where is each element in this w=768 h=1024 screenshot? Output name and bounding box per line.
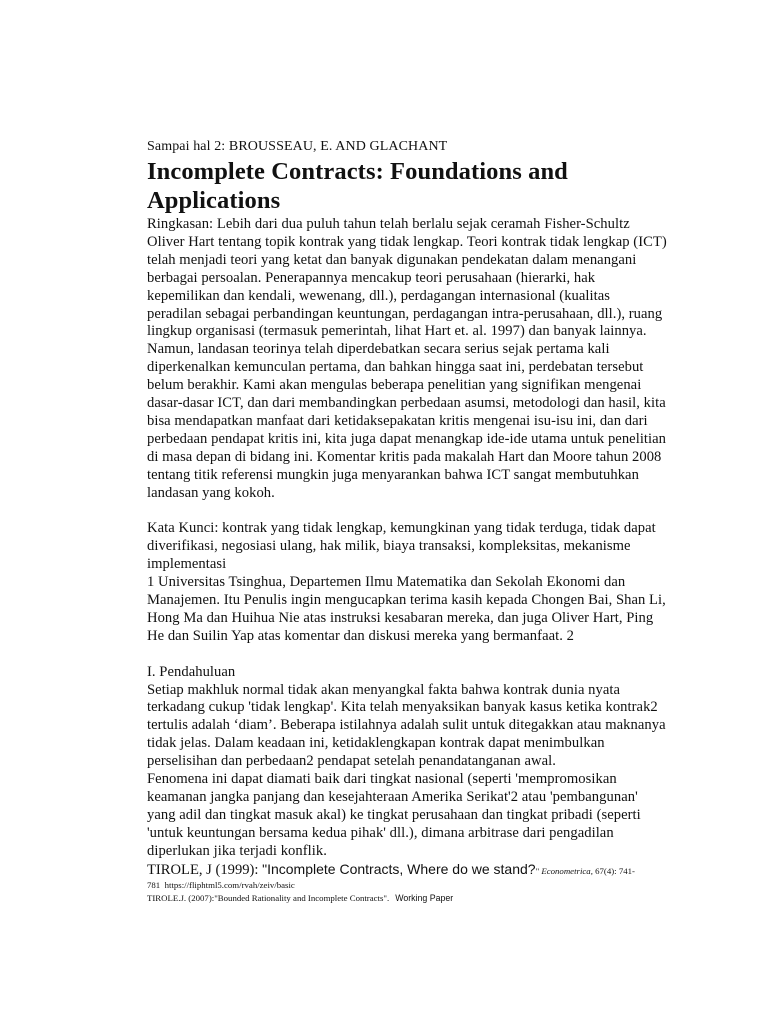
document-title: Incomplete Contracts: Foundations and Applications: [147, 158, 568, 214]
reference-2: [147, 892, 667, 905]
reference-1-journal-block: [536, 866, 635, 876]
source-line: Sampai hal 2: BROUSSEAU, E. AND GLACHANT: [147, 139, 448, 154]
reference-1-quote: ": [535, 865, 542, 876]
reference-1: [147, 861, 667, 880]
keywords-paragraph: Kata Kunci: kontrak yang tidak lengkap, kemungkinan yang tidak terduga, tidak dapat diverifikasi, negosiasi ulang, hak milik, biaya transaksi, kompleksitas, mekanisme implementasi: [147, 520, 656, 573]
document-content: [147, 138, 667, 905]
reference-1-journal: Econometrica: [541, 865, 591, 876]
reference-1-title: "Incomplete Contracts, Where do we stand?: [262, 860, 536, 877]
reference-1-url[interactable]: https://fliphtml5.com/rvah/zeiv/basic: [164, 879, 295, 890]
reference-2-note: Working Paper: [395, 892, 454, 903]
reference-1-pages-cont: 781: [147, 879, 161, 890]
intro-paragraph-1: Setiap makhluk normal tidak akan menyangkal fakta bahwa kontrak dunia nyata terkadang cukup 'tidak lengkap'. Kita telah menyaksikan banyak kasus ketika kontrak2 tertulis adalah ‘diam’. Beberapa istilahnya adalah sulit untuk ditegakkan atau maknanya tidak jelas. Dalam keadaan ini, ketidaklengkapan kontrak dapat menimbulkan perselisihan dan perbedaan2 pendapat setelah penandatanganan awal.: [147, 681, 666, 770]
reference-2-text: TIROLE.J. (2007):"Bounded Rationality and Incomplete Contracts".: [147, 892, 390, 903]
intro-paragraph-2: Fenomena ini dapat diamati baik dari tingkat nasional (seperti 'mempromosikan keamanan jangka panjang dan kesejahteraan Amerika Serikat'2 atau 'pembangunan' yang adil dan tingkat masuk akal) ke tingkat perusahaan dan tingkat pribadi (seperti 'untuk keuntungan bersama kedua pihak' dll.), dimana arbitrase dari pengadilan diperlukan jika terjadi konflik.: [147, 771, 641, 859]
reference-1-author: TIROLE, J (1999):: [147, 861, 263, 878]
paragraph-spacer: [147, 503, 667, 521]
abstract-paragraph: Ringkasan: Lebih dari dua puluh tahun telah berlalu sejak ceramah Fisher-Schultz Oliver Hart tentang topik kontrak yang tidak lengkap. Teori kontrak tidak lengkap (ICT) telah menjadi teori yang ketat dan banyak digunakan pendekatan dalam menangani berbagai persoalan. Penerapannya mencakup teori perusahaan (hierarki, hak kepemilikan dan kendali, wewenang, dll.), perdagangan internasional (kualitas peradilan sebagai perbandingan keuntungan, perdagangan intra-perusahaan, dll.), ruang lingkup organisasi (termasuk pemerintah, lihat Hart et. al. 1997) dan banyak lainnya. Namun, landasan teorinya telah diperdebatkan secara serius sejak pertama kali diperkenalkan kemunculan pertama, dan bahkan hingga saat ini, perdebatan tersebut belum berakhir. Kami akan mengulas beberapa penelitian yang signifikan mengenai dasar-dasar ICT, dan dari membandingkan perbedaan asumsi, metodologi dan hasil, kita bisa mendapatkan manfaat dari ketidaksepakatan kritis mengenai isu-isu ini, dan dari perbedaan pendapat kritis ini, kita juga dapat menangkap ide-ide utama untuk penelitian di masa depan di bidang ini. Komentar kritis pada makalah Hart dan Moore tahun 2008 tentang titik referensi mungkin juga menyarankan bahwa ICT sangat membutuhkan landasan yang kokoh.: [147, 216, 667, 501]
section-heading: I. Pendahuluan: [147, 663, 236, 680]
reference-1-url-line: [147, 880, 667, 890]
footnote-paragraph: 1 Universitas Tsinghua, Departemen Ilmu Matematika dan Sekolah Ekonomi dan Manajemen. Itu Penulis ingin mengucapkan terima kasih kepada Chongen Bai, Shan Li, Hong Ma dan Huihua Nie atas instruksi kesabaran mereka, dan juga Oliver Hart, Ping He dan Suilin Yap atas komentar dan diskusi mereka yang bermanfaat. 2: [147, 574, 666, 644]
paragraph-spacer: [147, 646, 667, 664]
reference-1-pages: , 67(4): 741-: [590, 865, 635, 876]
